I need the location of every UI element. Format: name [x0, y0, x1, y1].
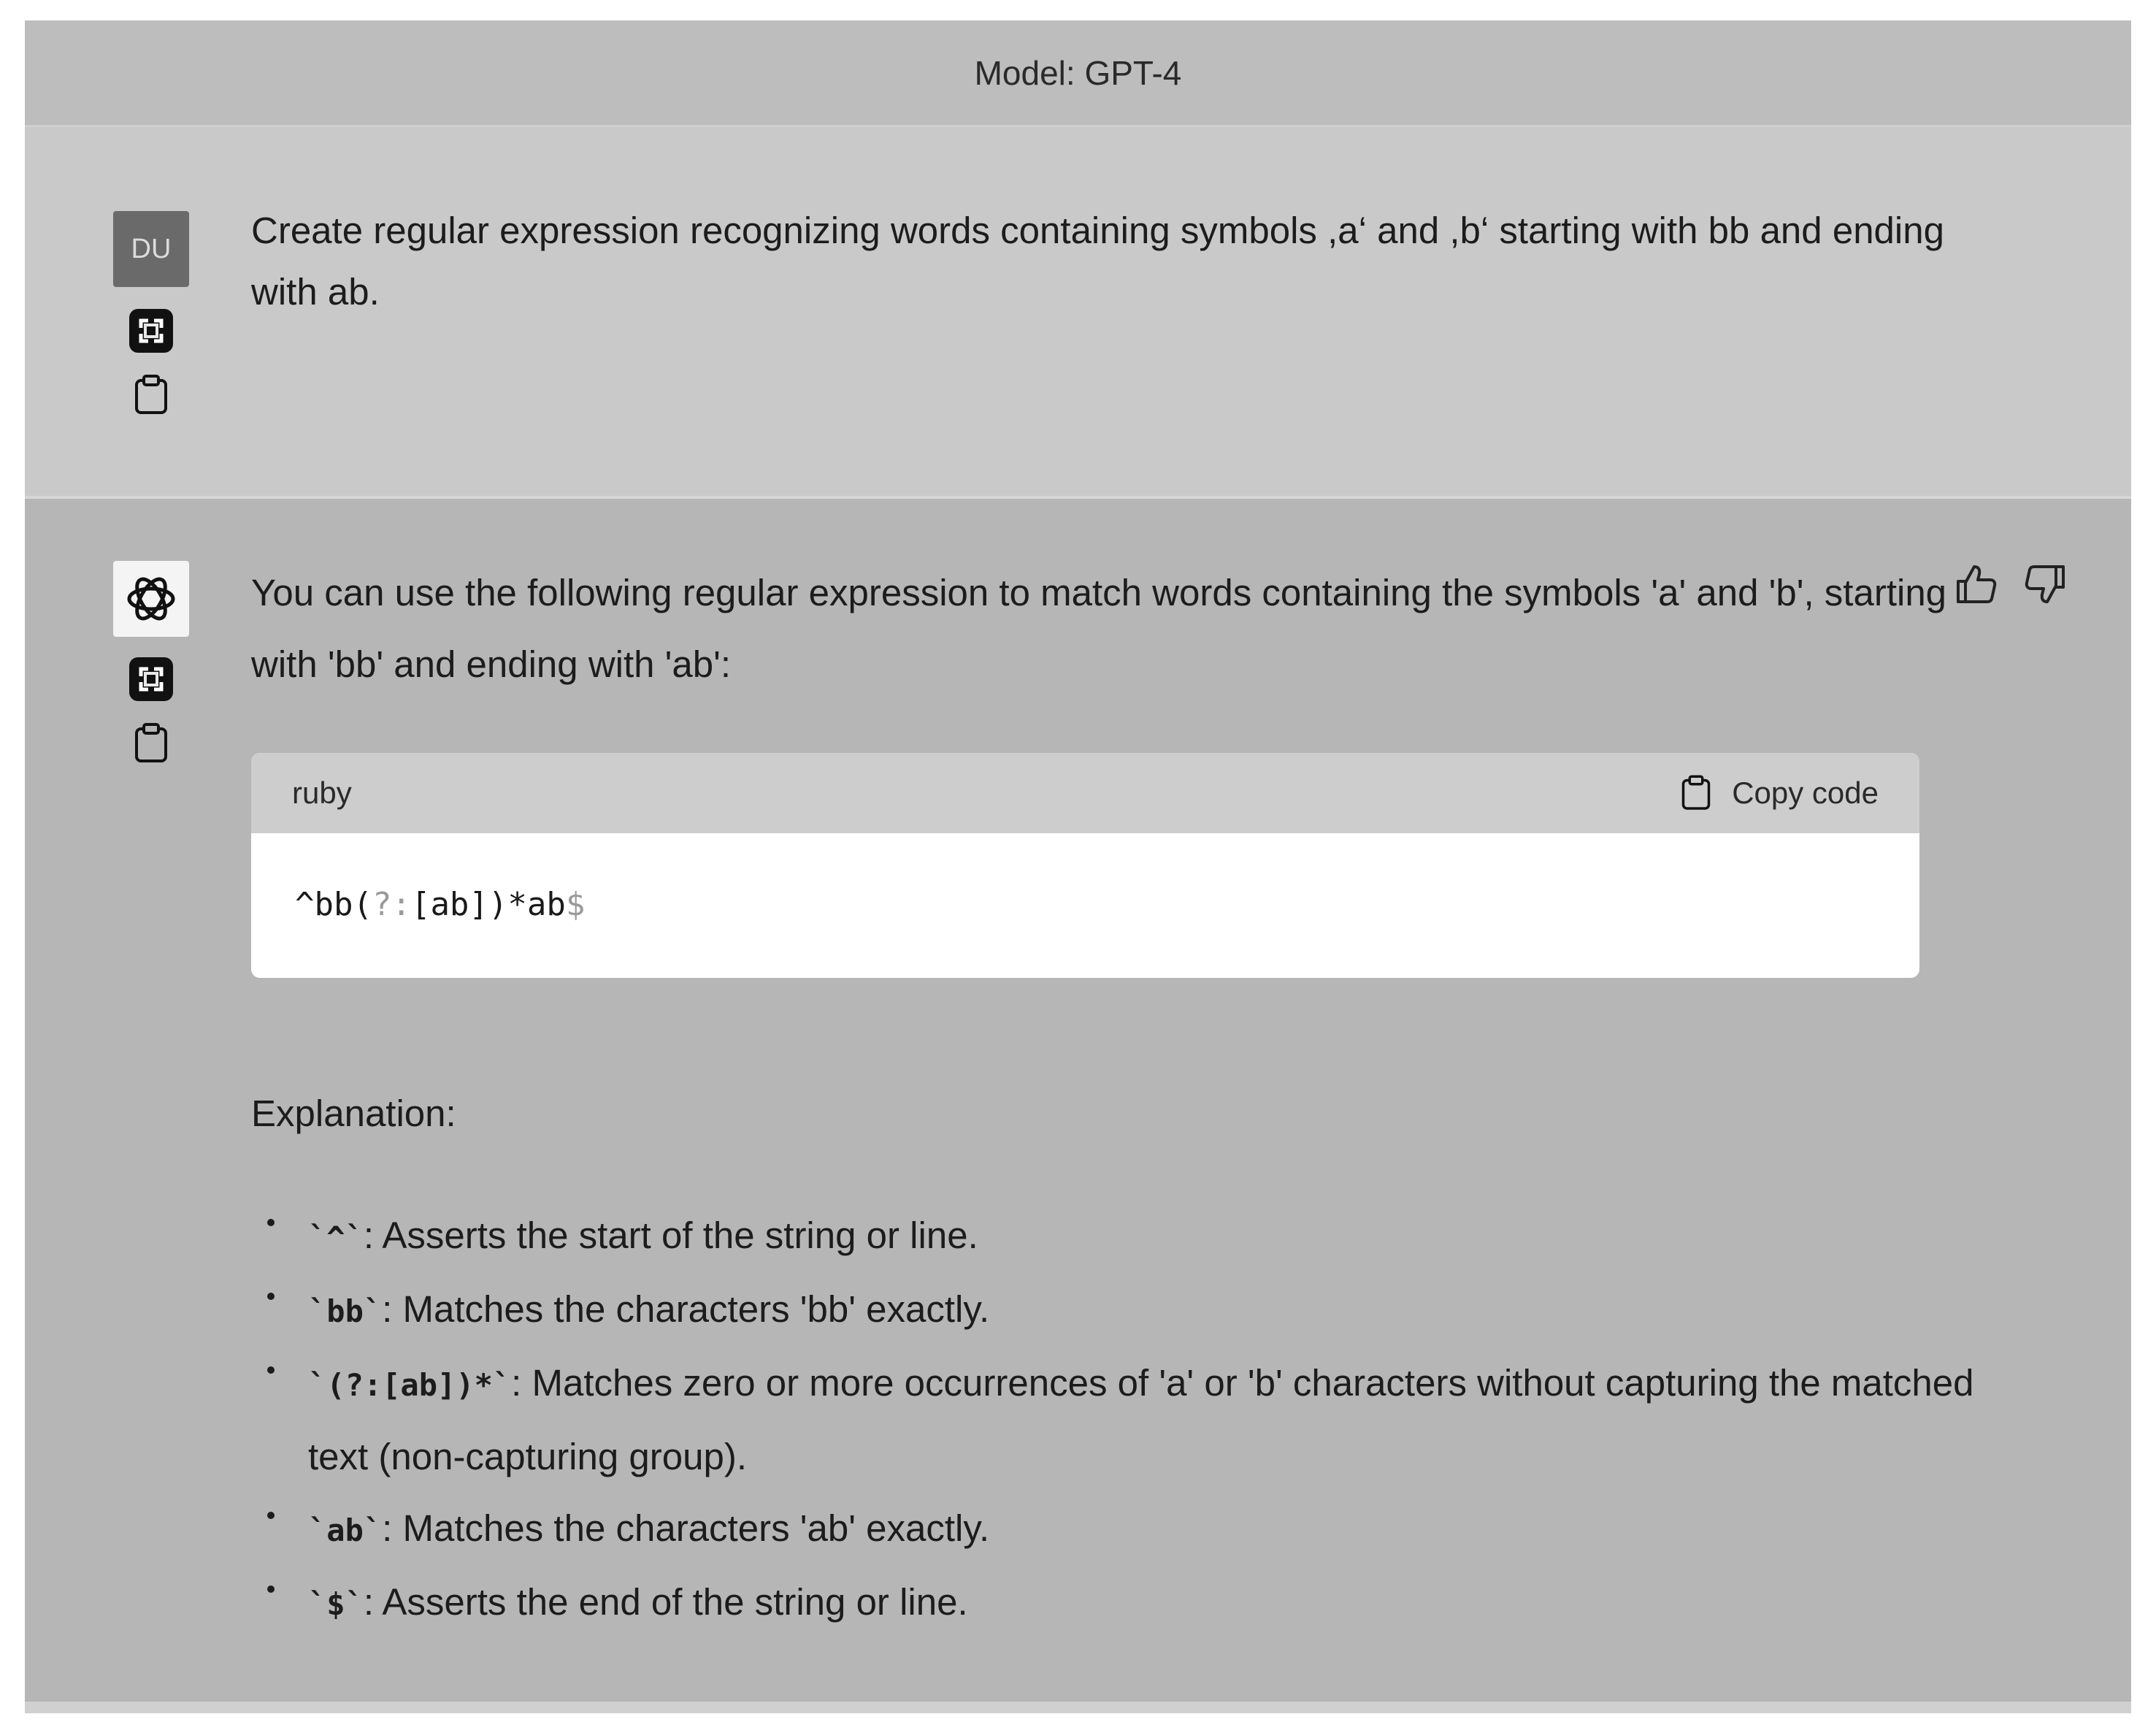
inline-code: `$` — [308, 1586, 364, 1622]
code-language-label: ruby — [292, 776, 352, 810]
list-item — [251, 1200, 1974, 1274]
list-item-text: : Matches zero or more occurrences of 'a' or 'b' characters without capturing the matched text (non-capturing group). — [308, 1362, 1974, 1477]
model-header — [25, 20, 2131, 127]
list-item — [251, 1347, 1974, 1493]
user-avatar — [113, 211, 189, 287]
bottom-divider — [25, 1702, 2131, 1713]
code-segment: [ab])*ab — [410, 886, 566, 923]
list-item — [251, 1493, 1974, 1566]
stop-square-icon[interactable] — [128, 307, 174, 354]
explanation-list — [251, 1200, 1974, 1640]
user-avatar-initials: DU — [131, 233, 172, 264]
model-label: Model: GPT-4 — [974, 53, 1182, 92]
inline-code: `ab` — [308, 1512, 383, 1548]
code-block-header — [251, 753, 1919, 833]
code-content — [251, 833, 1919, 923]
code-segment-dim: $ — [565, 886, 586, 923]
assistant-intro-text: You can use the following regular expression to match words containing the symbols 'a' and 'b', starting with 'bb' and ending with 'ab': — [251, 572, 1947, 685]
inline-code: `bb` — [308, 1293, 383, 1329]
copy-code-button[interactable] — [1681, 775, 1879, 811]
thumbs-down-icon[interactable] — [2022, 561, 2069, 608]
copy-code-label: Copy code — [1732, 776, 1879, 810]
clipboard-icon[interactable] — [128, 372, 174, 418]
list-item-text: : Matches the characters 'bb' exactly. — [382, 1288, 990, 1330]
list-item-text: : Asserts the start of the string or line. — [363, 1214, 978, 1256]
list-item — [251, 1274, 1974, 1347]
list-item-text: : Matches the characters 'ab' exactly. — [382, 1507, 990, 1549]
user-message-row — [25, 127, 2131, 499]
assistant-message-row — [25, 499, 2131, 1713]
code-segment-dim: ?: — [372, 886, 411, 923]
thumbs-up-icon[interactable] — [1952, 561, 1999, 608]
chat-window — [25, 20, 2131, 1713]
user-message-text: Create regular expression recognizing words containing symbols ,a‘ and ,b‘ starting with bb and ending with ab. — [251, 210, 1944, 313]
inline-code: `(?:[ab])*` — [308, 1367, 512, 1403]
stop-square-icon[interactable] — [128, 656, 174, 703]
clipboard-icon — [1681, 775, 1711, 811]
code-segment: ^bb( — [295, 886, 372, 923]
code-block — [251, 753, 1919, 978]
openai-logo-icon — [113, 561, 189, 637]
explanation-heading: Explanation: — [251, 1093, 456, 1134]
list-item — [251, 1566, 1974, 1640]
inline-code: `^` — [308, 1220, 364, 1255]
clipboard-icon[interactable] — [128, 720, 174, 767]
list-item-text: : Asserts the end of the string or line. — [363, 1581, 968, 1623]
